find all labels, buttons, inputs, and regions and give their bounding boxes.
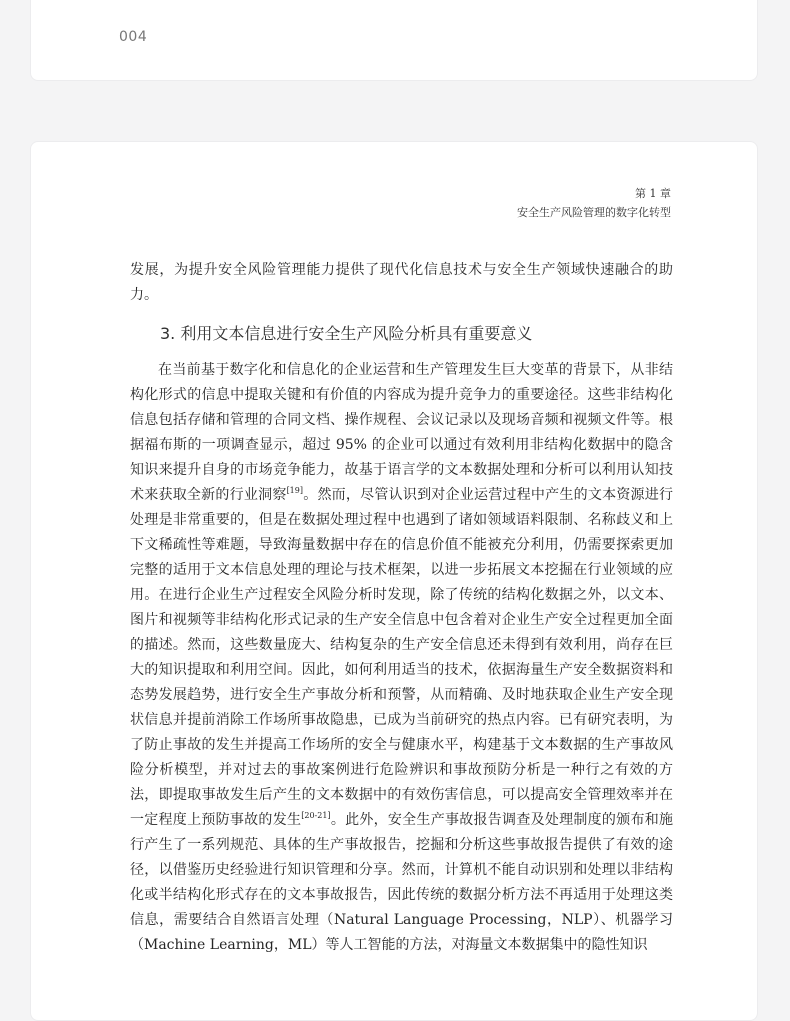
page-number: 004 xyxy=(119,29,148,45)
body-paragraph xyxy=(130,358,673,958)
chapter-label: 第 1 章 xyxy=(635,187,671,200)
running-header xyxy=(517,184,671,222)
chapter-title: 安全生产风险管理的数字化转型 xyxy=(517,206,671,219)
body-text-part-1: 在当前基于数字化和信息化的企业运营和生产管理发生巨大变革的背景下，从非结构化形式的信息中提取关键和有价值的内容成为提升竞争力的重要途径。这些非结构化信息包括存储和管理的合同文档、操作规程、会议记录以及现场音频和视频文件等。根据福布斯的一项调查显示，超过 95% 的企业可以通过有效利用非结构化数据中的隐含知识来提升自身的市场竞争能力，故基于语言学的文本数据处理和分析可以利用认知技术来获取全新的行业洞察 xyxy=(130,362,673,503)
page-content xyxy=(130,258,673,958)
body-text-part-3: 。此外，安全生产事故报告调查及处理制度的颁布和施行产生了一系列规范、具体的生产事故报告，挖掘和分析这些事故报告提供了有效的途径，以借鉴历史经验进行知识管理和分享。然而，计算机不能自动识别和处理以非结构化或半结构化形式存在的文本事故报告，因此传统的数据分析方法不再适用于处理这类信息，需要结合自然语言处理（Natural Language Processing，NLP）、机器学习（Machine Learning，ML）等人工智能的方法，对海量文本数据集中的隐性知识 xyxy=(130,812,674,953)
previous-page-card xyxy=(30,0,758,81)
book-page-card xyxy=(30,141,758,1021)
continued-paragraph: 发展，为提升安全风险管理能力提供了现代化信息技术与安全生产领域快速融合的助力。 xyxy=(130,262,673,303)
citation-reference: [19] xyxy=(286,486,303,495)
body-text-part-2: 。然而，尽管认识到对企业运营过程中产生的文本资源进行处理是非常重要的，但是在数据处理过程中也遇到了诸如领域语料限制、名称歧义和上下文稀疏性等难题，导致海量数据中存在的信息价值不能被充分利用，仍需要探索更加完整的适用于文本信息处理的理论与技术框架，以进一步拓展文本挖掘在行业领域的应用。在进行企业生产过程安全风险分析时发现，除了传统的结构化数据之外，以文本、图片和视频等非结构化形式记录的生产安全信息中包含着对企业生产安全过程更加全面的描述。然而，这些数量庞大、结构复杂的生产安全信息还未得到有效利用，尚存在巨大的知识提取和利用空间。因此，如何利用适当的技术，依据海量生产安全数据资料和态势发展趋势，进行安全生产事故分析和预警，从而精确、及时地获取企业生产安全现状信息并提前消除工作场所事故隐患，已成为当前研究的热点内容。已有研究表明，为了防止事故的发生并提高工作场所的安全与健康水平，构建基于文本数据的生产事故风险分析模型，并对过去的事故案例进行危险辨识和事故预防分析是一种行之有效的方法，即提取事故发生后产生的文本数据中的有效伤害信息，可以提高安全管理效率并在一定程度上预防事故的发生 xyxy=(130,487,674,828)
section-heading: 3. 利用文本信息进行安全生产风险分析具有重要意义 xyxy=(160,324,533,343)
citation-reference: [20-21] xyxy=(301,811,331,820)
